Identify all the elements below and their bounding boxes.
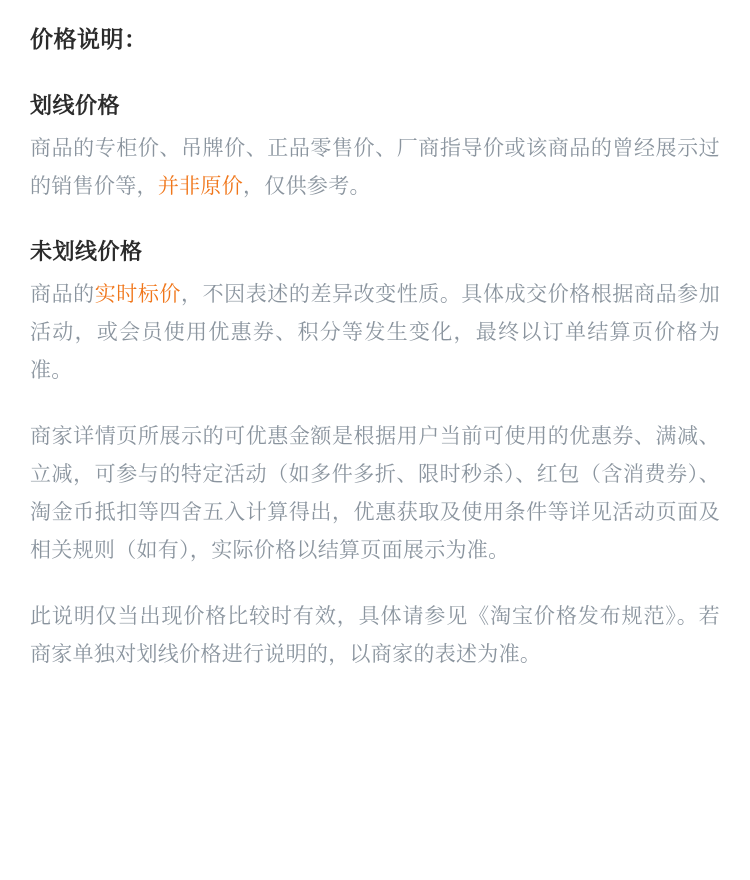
text-run: ，仅供参考。 xyxy=(243,175,371,198)
page-title: 价格说明： xyxy=(30,26,148,52)
section-heading: 划线价格 xyxy=(30,93,121,118)
highlighted-text: 并非原价 xyxy=(157,175,244,198)
paragraph xyxy=(30,418,720,570)
paragraph xyxy=(30,130,720,206)
section-strikethrough-price xyxy=(30,90,720,206)
section-heading: 未划线价格 xyxy=(30,239,143,264)
paragraph xyxy=(30,276,720,390)
text-run: 此说明仅当出现价格比较时有效，具体请参见《淘宝价格发布规范》。若商家单独对划线价格进行说明的，以商家的表述为准。 xyxy=(30,605,720,666)
text-run: 商品的专柜价、吊牌价、正品零售价、厂商指导价或该商品的曾经展示过的销售价等， xyxy=(30,137,720,198)
text-run: 商品的 xyxy=(30,283,95,306)
paragraph xyxy=(30,598,720,674)
text-run: ，不因表述的差异改变性质。具体成交价格根据商品参加活动，或会员使用优惠券、积分等发生变化，最终以订单结算页价格为准。 xyxy=(30,283,721,382)
highlighted-text: 实时标价 xyxy=(94,283,182,306)
section-non-strikethrough-price xyxy=(30,236,720,674)
text-run: 商家详情页所展示的可优惠金额是根据用户当前可使用的优惠券、满减、立减，可参与的特定活动（如多件多折、限时秒杀）、红包（含消费券）、淘金币抵扣等四舍五入计算得出，优惠获取及使用条件等详见活动页面及相关规则（如有），实际价格以结算页面展示为准。 xyxy=(30,425,720,562)
